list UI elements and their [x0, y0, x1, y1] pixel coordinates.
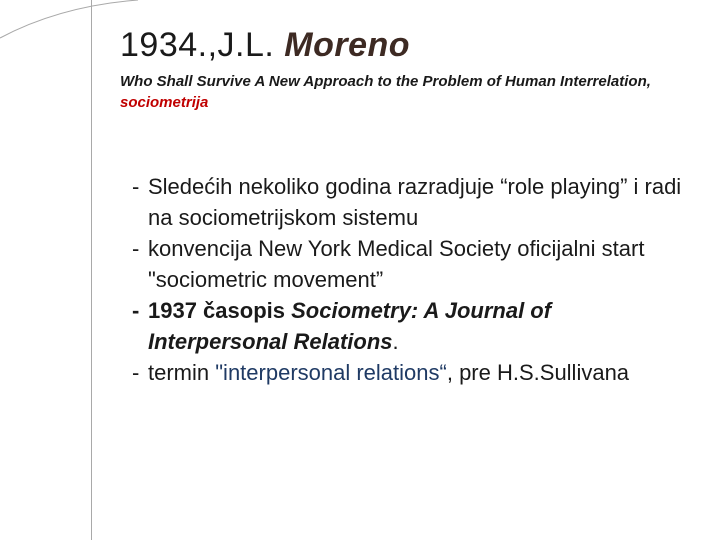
highlighted-term: "interpersonal relations“: [215, 360, 447, 385]
slide-subtitle: [120, 71, 690, 113]
subtitle-book: Who Shall Survive A New Approach to the Problem of Human Interrelation,: [120, 73, 651, 90]
bullet-dash: -: [132, 236, 140, 261]
bullet-prefix: 1937 časopis: [148, 298, 292, 323]
bullet-prefix: termin: [148, 360, 216, 385]
bullet-text: konvencija New York Medical Society oficijalni start "sociometric movement”: [148, 236, 645, 292]
bullet-text: [132, 295, 692, 357]
list-item: [132, 171, 692, 233]
bullet-dash: -: [132, 298, 140, 323]
bullet-dash: -: [132, 360, 140, 385]
bullet-suffix: , pre H.S.Sullivana: [446, 360, 630, 385]
journal-title: Sociometry: A Journal of Interpersonal Relations: [148, 298, 552, 354]
subtitle-term: sociometrija: [120, 94, 209, 111]
bullet-dash: -: [132, 174, 140, 199]
slide-body: [132, 171, 692, 388]
vertical-divider: [91, 0, 92, 540]
bullet-text: Sledećih nekoliko godina razradjuje “role playing” i radi na sociometrijskom sistemu: [148, 174, 682, 230]
list-item: [132, 233, 692, 295]
bullet-suffix: .: [392, 329, 399, 354]
bullet-text: [132, 357, 692, 388]
corner-arc-decoration: [0, 0, 140, 40]
list-item: [132, 357, 692, 388]
title-name: Moreno: [284, 26, 411, 64]
slide-title: [120, 26, 410, 65]
title-year: 1934.,J.L.: [120, 26, 275, 64]
list-item: [132, 295, 692, 357]
